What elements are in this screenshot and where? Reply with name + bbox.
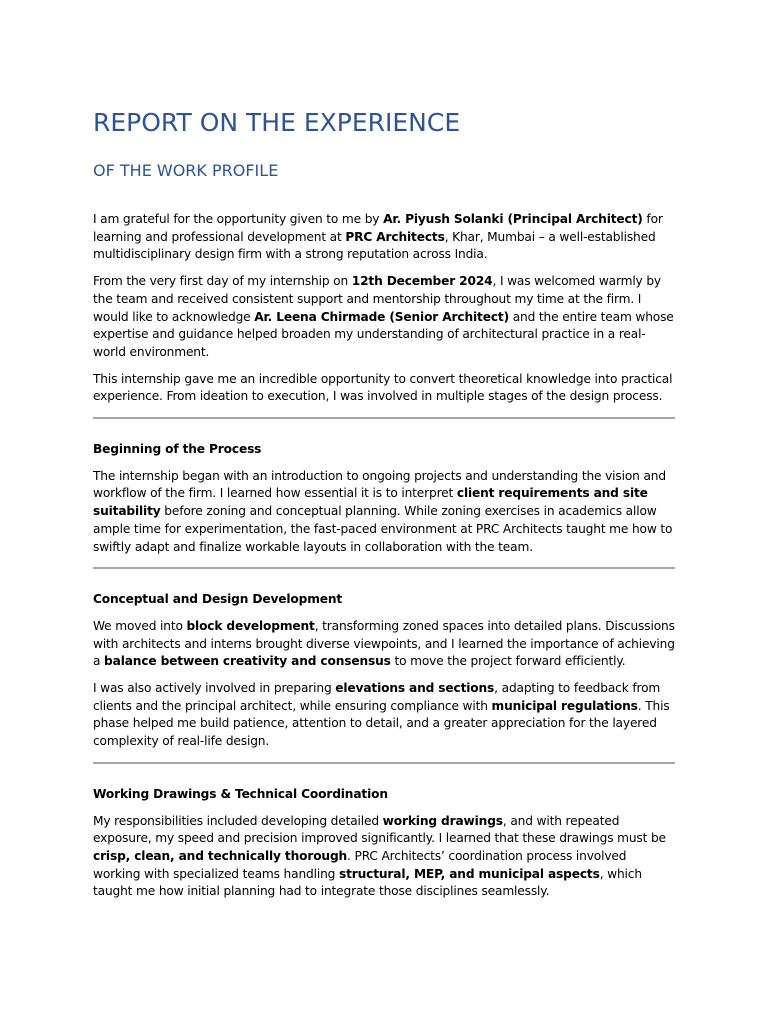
text-run: to move the project forward efficiently. [390,654,626,669]
text-run: The internship began with an introduction to ongoing projects and understanding the vision and workflow of the firm. I learned how essential it is to interpret [93,468,666,501]
document-subtitle: OF THE WORK PROFILE [93,161,279,180]
text-run: We moved into [93,618,187,633]
text-run: , transforming zoned spaces into detailed plans. Discussions with architects and interns brought diverse viewpoints, and I learned the importance of achieving a [93,618,675,669]
bold-phrase: PRC Architects [345,229,445,244]
text-run: and the entire team whose expertise and guidance helped broaden my understanding of architectural practice in a real-world environment. [93,309,674,359]
bold-phrase: client requirements and site suitability [93,486,648,519]
section-divider [93,417,675,419]
document-body [93,211,675,910]
text-run: for learning and professional development at [93,212,663,244]
section-divider [93,762,675,764]
text-run: From the very first day of my internship on [93,274,352,289]
section-working-drawings-paragraph-1 [93,813,675,902]
text-run: . This phase helped me build patience, attention to detail, and a greater appreciation for the layered complexity of real-life design. [93,698,670,749]
section-heading-working-drawings: Working Drawings & Technical Coordination [93,786,388,801]
bold-phrase: Ar. Piyush Solanki (Principal Architect) [383,212,643,226]
section-heading-conceptual: Conceptual and Design Development [93,592,343,607]
text-run: , Khar, Mumbai – a well-established multidisciplinary design firm with a strong reputation across India. [93,229,656,262]
text-run: , and with repeated exposure, my speed and precision improved significantly. I learned that these drawings must be [93,813,666,846]
section-conceptual-paragraph-1 [93,618,675,671]
section-conceptual-paragraph-2 [93,680,675,751]
bold-phrase: block development [186,618,315,633]
text-run: before zoning and conceptual planning. While zoning exercises in academics allow ample time for experimentation, the fast-paced environment at PRC Architects taught me how to swiftly adapt and finalize workable layouts in collaboration with the team. [93,504,673,554]
text-run: This internship gave me an incredible opportunity to convert theoretical knowledge into practical experience. From ideation to execution, I was involved in multiple stages of the design process. [93,371,673,404]
bold-phrase: balance between creativity and consensus [104,654,391,669]
text-run: I am grateful for the opportunity given to me by [93,212,384,226]
bold-phrase: municipal regulations [491,698,638,713]
intro-paragraph-2 [93,273,675,362]
text-run: , I was welcomed warmly by the team and received consistent support and mentorship throughout my time at the firm. I would like to acknowledge [93,274,661,324]
section-beginning-paragraph-1 [93,468,675,557]
section-heading-beginning: Beginning of the Process [93,442,262,457]
bold-phrase: working drawings [382,813,503,828]
bold-phrase: structural, MEP, and municipal aspects [338,866,600,881]
section-divider [93,567,675,569]
intro-paragraph-3 [93,371,675,406]
bold-phrase: Ar. Leena Chirmade (Senior Architect) [254,309,509,324]
bold-phrase: 12th December 2024 [351,274,493,289]
bold-phrase: elevations and sections [335,681,495,696]
text-run: . PRC Architects’ coordination process involved working with specialized teams handling [93,848,627,881]
bold-phrase: crisp, clean, and technically thorough [93,848,348,863]
text-run: My responsibilities included developing detailed [93,813,383,828]
text-run: , which taught me how initial planning had to integrate those disciplines seamlessly. [93,866,642,899]
document-title: REPORT ON THE EXPERIENCE [93,108,461,137]
text-run: , adapting to feedback from clients and the principal architect, while ensuring compliance with [93,681,661,713]
text-run: I was also actively involved in preparing [93,681,336,696]
intro-paragraph-1 [93,211,675,264]
